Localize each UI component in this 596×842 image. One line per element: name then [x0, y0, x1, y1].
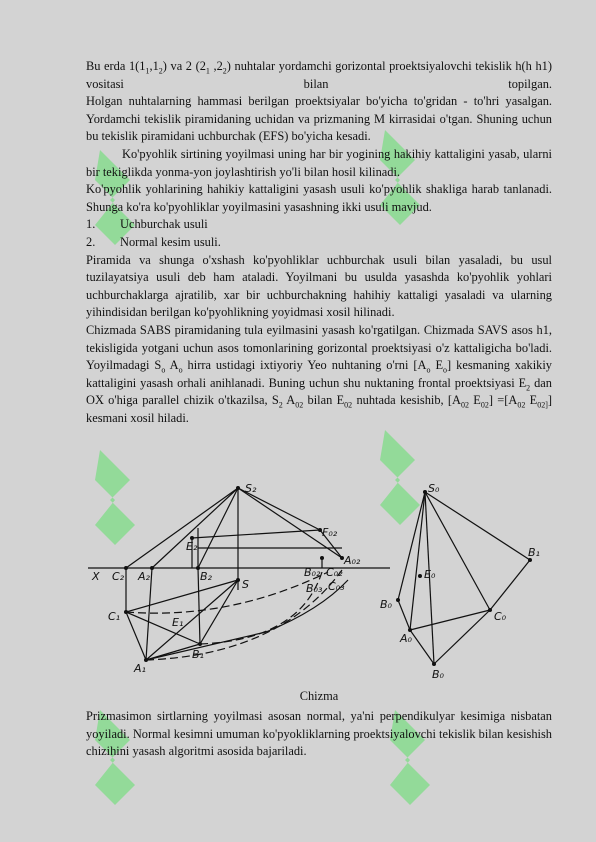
paragraph-2: Holgan nuhtalarning hammasi berilgan proektsiyalar bo'yicha to'gridan - to'hri yasalgan. Yordamchi tekislik piramidaning uchidan va prizmaning M kirrasidai o'tgan. Shuning uchun bu tekislik piramidani uchburchak (EFS) bo'yicha kesadi.	[86, 94, 552, 144]
svg-text:E₂: E₂	[186, 540, 198, 553]
svg-text:C₀₂: C₀₂	[326, 566, 343, 579]
svg-text:B₀₃: B₀₃	[306, 582, 323, 595]
svg-text:C₀: C₀	[494, 610, 507, 623]
svg-text:A₂: A₂	[138, 570, 150, 583]
svg-text:B₁: B₁	[528, 546, 540, 559]
paragraph-5: Piramida va shunga o'xshash ko'pyohliklar uchburchak usuli bilan yasaladi, bu usul tuzilayatsiya usuli deb ham ataladi. Yoyilmani bu usulda yasashda ko'pyohlik yohlari uchburchaklarga ajratilib, xar bir uchburchakning hahihiy kattaligi yasaladi va ularning yihindisidan berilgan ko'pyohlikning yoyidmasi xosil hilinadi.	[86, 252, 552, 320]
svg-text:B₀: B₀	[380, 598, 392, 611]
svg-text:A₀: A₀	[400, 632, 412, 645]
svg-text:B₂: B₂	[200, 570, 212, 583]
svg-text:B₀: B₀	[432, 668, 444, 681]
list-item: 2. Normal kesim usuli.	[86, 234, 221, 249]
paragraph-6: Chizmada SABS piramidaning tula eyilmasini yasash ko'rgatilgan. Chizmada SAVS asos h1, tekisligida yotgani uchun asos tomonlarining gorizontal proektsiyasi o'z kattaligicha bo'ladi. Yoyilmadagi $S_o$ $A_o$ hirra ustidagi ixtiyoriy Yeo nuhtaning o'rni [$A_o$ $E_o$] kesmaning xakikiy kattaligini yasash orhali anihlanadi. Buning uchun shu nuktaning frontal proektsiyasi $E_2$ dan OX o'higa parallel chizik o'tkazilsa, $S_2$ $A_{02}$ bilan $E_{02}$ nuhtada kesishib, [$A_{02}$ $E_{02}] =[A_{02}$ $E_{02]}$] kesmani xosil hiladi.	[86, 322, 553, 425]
svg-text:C₂: C₂	[112, 570, 125, 583]
geometry-drawing	[80, 480, 560, 690]
paragraph-7: Prizmasimon sirtlarning yoyilmasi asosan normal, ya'ni perpendikulyar kesimiga nisbatan yoyiladi. Normal kesimni umuman ko'pyokliklarning proektsiyalovchi tekislik bilan kesishish chizihini yasash algoritmi asosida bajariladi.	[86, 709, 552, 759]
svg-text:C₀₃: C₀₃	[328, 580, 345, 593]
svg-text:B₀₂: B₀₂	[304, 566, 321, 579]
paragraph-1: Bu erda $1(1_1,1_2)$ va 2 ($2_1$ $,2_2$) nuhtalar yordamchi gorizontal proektsiyalovchi tekislik h(h h1) vositasi bilan topilgan.	[86, 59, 552, 91]
list-item: 1. Uchburchak usuli	[86, 217, 208, 232]
svg-text:E₀: E₀	[424, 568, 436, 581]
svg-text:B₁: B₁	[192, 648, 204, 661]
svg-text:E₁: E₁	[172, 616, 184, 629]
svg-text:X: X	[92, 570, 100, 583]
figure-caption: Chizma	[299, 689, 339, 703]
svg-text:S₂: S₂	[245, 482, 257, 495]
svg-text:F₀₂: F₀₂	[322, 526, 338, 539]
body-text-top	[86, 58, 552, 427]
svg-text:C₁: C₁	[108, 610, 121, 623]
svg-text:A₀₂: A₀₂	[344, 554, 361, 567]
svg-text:A₁: A₁	[134, 662, 146, 675]
body-text-bottom	[86, 708, 552, 761]
svg-text:S₀: S₀	[428, 482, 440, 495]
svg-text:S: S	[242, 578, 249, 591]
paragraph-4: Ko'pyohlik yohlarining hahikiy kattaligini yasash usuli ko'pyohlik shakliga harab tanlanadi. Shunga ko'ra ko'pyohliklar yoyilmasini yasashning ikki usuli mavjud.	[86, 182, 552, 214]
paragraph-3: Ko'pyohlik sirtining yoyilmasi uning har bir yogining hakihiy kattaligini yasab, ularni bir tekiglikda yonma-yon joylashtirish yo'li bilan hosil kilinadi.	[86, 146, 552, 179]
